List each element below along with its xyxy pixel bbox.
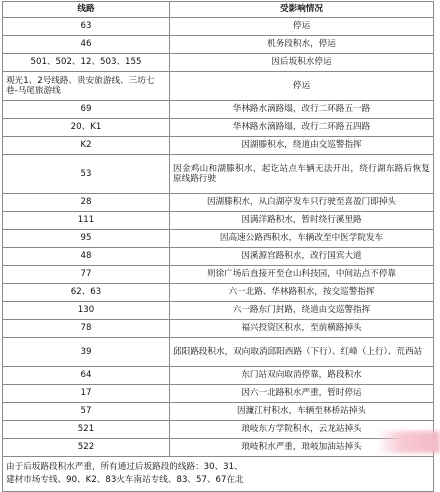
table-row: [3, 230, 434, 248]
status-cell: 福兴投资区积水，至前横路掉头: [170, 320, 434, 338]
route-column-header: 线路: [3, 2, 170, 18]
route-cell: 78: [3, 320, 170, 338]
table-row: [3, 266, 434, 284]
route-cell: 57: [3, 403, 170, 421]
footnote-line-1: 由于后坂路段积水严重，所有通过后坂路段的线路：30、31、: [6, 462, 243, 472]
status-cell: 因金鸡山和湖滕积水，起讫站点车辆无法开出，绕行湖东路后恢复原线路行驶: [170, 155, 434, 194]
table-header-row: [3, 2, 434, 18]
table-row: [3, 101, 434, 119]
route-cell: 17: [3, 385, 170, 403]
table-row: [3, 72, 434, 101]
table-row: [3, 320, 434, 338]
route-cell: 130: [3, 302, 170, 320]
status-cell: 停运: [170, 18, 434, 36]
route-cell: 64: [3, 367, 170, 385]
route-cell: 501、502、12、503、155: [3, 54, 170, 72]
status-cell: 六一路东门封路，绕道由交巡警指挥: [170, 302, 434, 320]
watermark-blur: [376, 431, 440, 453]
table-row: [3, 403, 434, 421]
route-cell: 69: [3, 101, 170, 119]
status-cell: 六一北路、华林路积水，按交巡警指挥: [170, 284, 434, 302]
table-row: [3, 302, 434, 320]
table-row: [3, 338, 434, 367]
table-row: [3, 421, 434, 439]
status-cell: 因满洋路积水，暂时绕行溪里路: [170, 212, 434, 230]
table-row: [3, 137, 434, 155]
table-row: [3, 54, 434, 72]
route-cell: K2: [3, 137, 170, 155]
table-row: [3, 119, 434, 137]
route-cell: 111: [3, 212, 170, 230]
route-cell: 95: [3, 230, 170, 248]
status-cell: 机务段积水，停运: [170, 36, 434, 54]
table-row: [3, 439, 434, 457]
table-row: [3, 194, 434, 212]
table-row: [3, 18, 434, 36]
table-row: [3, 212, 434, 230]
status-cell: 则徐广场后直接开至仓山科技园，中间站点不停靠: [170, 266, 434, 284]
traffic-impact-table-sheet: [2, 1, 434, 492]
footnote-line-2: 建材市场专线、90、K2、83火车南站专线、83、57、67在北: [6, 475, 244, 485]
route-cell: 63: [3, 18, 170, 36]
table-row: [3, 367, 434, 385]
route-cell: 521: [3, 421, 170, 439]
route-cell: 20、K1: [3, 119, 170, 137]
route-cell: 观光1、2号线路、贵安旅游线、三坊七巷-马尾旅游线: [3, 72, 170, 101]
status-cell: 停运: [170, 72, 434, 101]
footnote-cell: [3, 457, 434, 492]
route-cell: 77: [3, 266, 170, 284]
route-cell: 62、63: [3, 284, 170, 302]
status-cell: 因湖滕积水，绕道由交巡警指挥: [170, 137, 434, 155]
route-cell: 39: [3, 338, 170, 367]
table-row: [3, 284, 434, 302]
status-cell: 华林路水滴路塌，改行二环路五一路: [170, 101, 434, 119]
status-cell: 因高速公路西积水，车辆改至中医学院发车: [170, 230, 434, 248]
table-row: [3, 385, 434, 403]
route-cell: 53: [3, 155, 170, 194]
table-row: [3, 36, 434, 54]
route-cell: 522: [3, 439, 170, 457]
status-cell: 华林路水滴路塌，改行二环路五四路: [170, 119, 434, 137]
status-cell: 因六一北路积水严重，暂时停运: [170, 385, 434, 403]
status-cell: 因濂江村积水，车辆至林桥站掉头: [170, 403, 434, 421]
status-cell: 因后坂积水停运: [170, 54, 434, 72]
route-cell: 28: [3, 194, 170, 212]
table-row: [3, 155, 434, 194]
route-cell: 46: [3, 36, 170, 54]
status-cell: 琅岐东方学院积水，云龙站掉头: [170, 421, 434, 439]
route-cell: 48: [3, 248, 170, 266]
status-cell: 东门站双向取消停靠，路段积水: [170, 367, 434, 385]
status-cell: 琅岐积水严重，琅岐加油站掉头: [170, 439, 434, 457]
status-cell: 因湖滕积水，从白湖亭发车只行驶至喜盈门即掉头: [170, 194, 434, 212]
footnote-row: [3, 457, 434, 492]
table-row: [3, 248, 434, 266]
impact-table: [2, 1, 434, 492]
status-column-header: 受影响情况: [170, 2, 434, 18]
status-cell: 邱阳路段积水，双向取消邱阳西路（下行）、红峰（上行）、荒西站: [170, 338, 434, 367]
status-cell: 因溪源宫路积水，改行国宾大道: [170, 248, 434, 266]
